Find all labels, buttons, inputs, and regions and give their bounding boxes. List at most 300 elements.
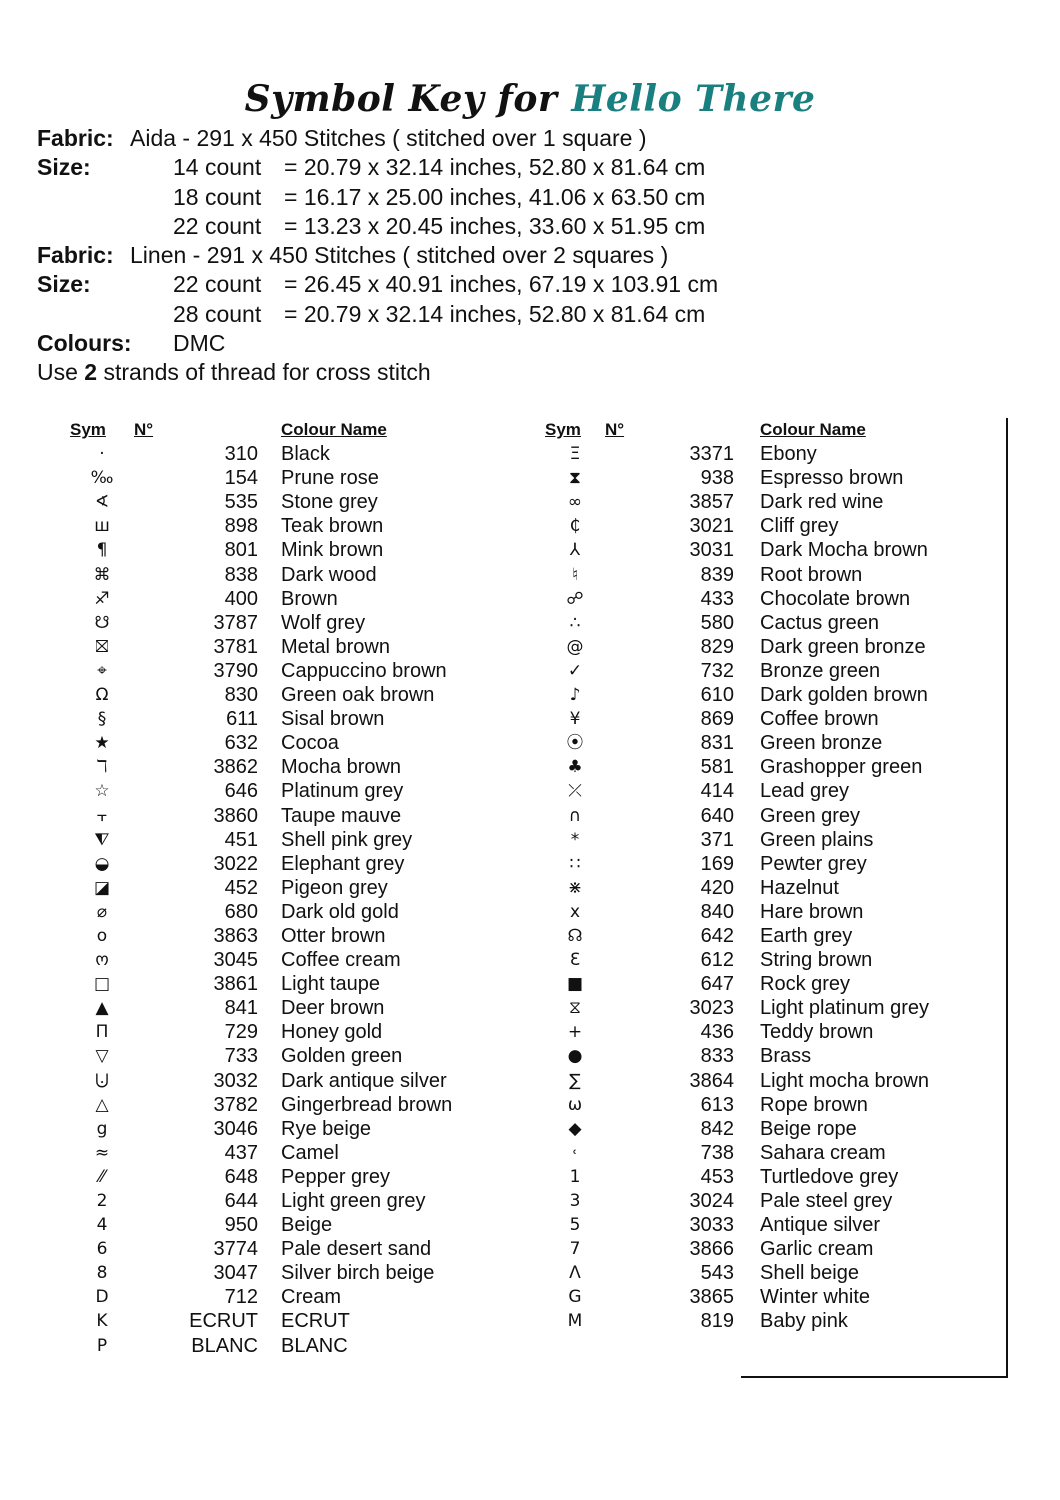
dmc-number: 647: [700, 973, 734, 996]
dmc-number: 841: [224, 997, 258, 1020]
page-title: [0, 78, 1060, 120]
symbol-icon: ■: [566, 974, 584, 995]
colour-name: Dark antique silver: [281, 1069, 447, 1092]
colour-name: Pale desert sand: [281, 1238, 432, 1261]
dmc-number: 612: [700, 949, 734, 972]
table-row: [70, 1189, 481, 1213]
symbol-table-left: [70, 418, 481, 1358]
colour-name: Pale steel grey: [760, 1190, 893, 1212]
colour-name: Light mocha brown: [760, 1069, 929, 1092]
symbol-icon: 2: [96, 1191, 108, 1211]
table-row: [70, 538, 481, 562]
dmc-number: 3032: [213, 1069, 258, 1092]
table-row: [70, 587, 481, 611]
colour-name: Rock grey: [760, 973, 851, 996]
symbol-icon: ⧖: [569, 998, 581, 1019]
dmc-number: 543: [700, 1262, 734, 1285]
table-row: [70, 852, 481, 876]
colour-name: Rye beige: [281, 1117, 372, 1140]
table-row: [545, 1237, 960, 1261]
colour-name: Pewter grey: [760, 852, 867, 875]
dmc-number: 400: [224, 587, 258, 610]
symbol-icon: △: [95, 1094, 109, 1115]
colour-name: Cactus green: [760, 611, 879, 634]
symbol-icon: ∑: [569, 1070, 581, 1091]
table-row: [545, 755, 960, 779]
table-row: [545, 442, 960, 466]
symbol-icon: ◪: [93, 877, 111, 898]
dmc-number: 310: [224, 443, 258, 466]
colour-name: Sisal brown: [281, 708, 385, 731]
symbol-icon: 1: [569, 1166, 581, 1187]
symbol-icon: 7: [569, 1239, 581, 1260]
dmc-number: 830: [224, 684, 258, 707]
dmc-number: 3045: [213, 949, 258, 972]
symbol-icon: Ɛ: [569, 950, 581, 971]
colour-name: Dark red wine: [760, 491, 884, 514]
colour-name: Teddy brown: [760, 1021, 874, 1044]
colour-name: Green oak brown: [281, 684, 435, 707]
table-row: [545, 563, 960, 587]
colour-name: Cream: [281, 1286, 342, 1309]
symbol-icon: ω: [567, 1094, 583, 1115]
dmc-number: 3023: [689, 997, 734, 1020]
colour-name: Black: [281, 443, 330, 466]
symbol-icon: P: [96, 1335, 108, 1356]
table-header: [545, 418, 960, 442]
symbol-icon: ♐: [94, 588, 110, 609]
table-row: [545, 1165, 960, 1189]
dmc-number: 613: [700, 1093, 734, 1116]
dmc-number: 646: [224, 780, 258, 803]
symbol-icon: ◆: [568, 1118, 582, 1139]
dmc-number: 3031: [689, 539, 734, 562]
dmc-number: 648: [224, 1165, 258, 1188]
pattern-name: Hello There: [571, 78, 816, 120]
dmc-number: 535: [224, 491, 258, 514]
colour-name: Deer brown: [281, 997, 385, 1020]
dmc-number: 437: [224, 1141, 258, 1164]
symbol-icon: x: [569, 901, 581, 922]
colour-name: Beige: [281, 1214, 333, 1237]
fabric-label: Fabric:: [37, 242, 114, 269]
dmc-number: 644: [224, 1190, 258, 1212]
symbol-icon: ო: [95, 950, 109, 971]
dmc-number: 3021: [689, 515, 734, 538]
dmc-number: 733: [224, 1045, 258, 1068]
symbol-icon: *: [570, 829, 580, 850]
symbol-icon: ‰: [90, 468, 114, 489]
symbol-icon: 3: [569, 1191, 581, 1211]
dmc-number: 3860: [213, 804, 258, 827]
table-row: [70, 1261, 481, 1285]
symbol-icon: ⁄⁄: [99, 1166, 105, 1187]
dmc-number: 3863: [213, 924, 258, 947]
table-row: [545, 1093, 960, 1117]
colour-name: Chocolate brown: [760, 587, 911, 610]
symbol-table-right: [545, 418, 960, 1334]
colour-name: Dark old gold: [281, 900, 399, 923]
colour-name: Sahara cream: [760, 1141, 886, 1164]
table-header: [70, 418, 481, 442]
colour-name: Green plains: [760, 828, 874, 851]
table-row: [70, 731, 481, 755]
symbol-icon: ∢: [94, 492, 110, 513]
size-count: 18 count: [173, 183, 262, 210]
dmc-number: 420: [700, 876, 734, 899]
table-row: [545, 1069, 960, 1093]
dmc-number: 819: [700, 1310, 734, 1333]
table-row: [70, 1069, 481, 1093]
colour-name: Ebony: [760, 443, 817, 466]
table-row: [70, 1334, 481, 1358]
colour-name: Garlic cream: [760, 1238, 874, 1261]
table-row: [545, 924, 960, 948]
colour-name: Elephant grey: [281, 852, 405, 875]
colour-name: Metal brown: [281, 635, 390, 658]
dmc-number: 3047: [213, 1262, 258, 1285]
dmc-number: 632: [224, 732, 258, 755]
table-row: [70, 635, 481, 659]
table-row: [545, 1309, 960, 1333]
symbol-icon: ℸ: [96, 757, 108, 778]
colour-name: Light green grey: [281, 1190, 426, 1212]
symbol-icon: ⦿: [566, 733, 584, 754]
dmc-number: 712: [224, 1286, 258, 1309]
size-count: 14 count: [173, 154, 262, 181]
colour-name: Gingerbread brown: [281, 1093, 453, 1116]
size-dims: = 16.17 x 25.00 inches, 41.06 x 63.50 cm: [284, 183, 706, 210]
symbol-icon: ∴: [569, 612, 581, 633]
table-row: [545, 1261, 960, 1285]
fabric-label: Fabric:: [37, 125, 114, 151]
size-count: 22 count: [173, 212, 262, 239]
symbol-icon: □: [93, 974, 111, 995]
symbol-icon: 5: [569, 1215, 581, 1236]
dmc-number: 611: [226, 708, 258, 731]
colour-name: Cliff grey: [760, 515, 839, 538]
colours-label: Colours:: [37, 330, 132, 357]
colour-name: Taupe mauve: [281, 804, 402, 827]
table-row: [545, 972, 960, 996]
table-row: [70, 1309, 481, 1333]
colour-name: Turtledove grey: [760, 1165, 899, 1188]
table-row: [545, 731, 960, 755]
symbol-icon: ·: [99, 444, 105, 465]
colour-name: Hazelnut: [760, 876, 839, 899]
colour-name: Silver birch beige: [281, 1262, 435, 1285]
title-prefix: Symbol Key for: [244, 78, 558, 120]
table-row: [70, 1165, 481, 1189]
table-row: [545, 1213, 960, 1237]
table-row: [545, 900, 960, 924]
header-colour-name: Colour Name: [281, 420, 387, 439]
colour-name: Light platinum grey: [760, 997, 929, 1020]
colour-name: Green grey: [760, 804, 861, 827]
symbol-icon: D: [95, 1287, 109, 1308]
dmc-number: 371: [700, 828, 734, 851]
size-count: 28 count: [173, 300, 262, 327]
dmc-number: 831: [700, 732, 734, 755]
symbol-icon: ▽: [95, 1046, 109, 1067]
symbol-icon: ¥: [569, 709, 581, 730]
table-row: [70, 948, 481, 972]
dmc-number: 3865: [689, 1286, 734, 1309]
colour-name: Shell beige: [760, 1262, 859, 1285]
table-row: [545, 587, 960, 611]
table-row: [70, 683, 481, 707]
dmc-number: 154: [224, 467, 258, 490]
size-label: Size:: [37, 271, 91, 298]
fabric-aida-row: [37, 124, 647, 153]
fabric-linen-value: Linen - 291 x 450 Stitches ( stitched over 2 squares ): [130, 242, 669, 269]
symbol-icon: ⤫: [568, 781, 582, 802]
table-row: [545, 683, 960, 707]
dmc-number: 840: [700, 900, 734, 923]
dmc-number: 938: [700, 467, 734, 490]
symbol-icon: @: [566, 636, 584, 657]
dmc-number: 3046: [213, 1117, 258, 1140]
size-dims: = 26.45 x 40.91 inches, 67.19 x 103.91 cm: [284, 271, 719, 298]
colour-name: Mink brown: [281, 539, 384, 562]
symbol-icon: ◒: [94, 853, 110, 874]
dmc-number: 3790: [213, 659, 258, 682]
colour-name: Coffee brown: [760, 708, 879, 731]
symbol-icon: ⧗: [569, 468, 581, 489]
table-row: [545, 1189, 960, 1213]
size-row: [37, 183, 706, 212]
symbol-icon: ⌘: [93, 564, 111, 585]
symbol-icon: 4: [96, 1215, 108, 1236]
dmc-number: 452: [224, 876, 258, 899]
table-row: [545, 490, 960, 514]
dmc-number: 3864: [689, 1069, 734, 1092]
symbol-icon: ⫟: [96, 805, 108, 826]
strands-count: 2: [84, 359, 98, 386]
fabric-linen-row: [37, 241, 669, 270]
colour-name: Stone grey: [281, 491, 378, 514]
colour-name: Light taupe: [281, 973, 380, 996]
table-row: [70, 1020, 481, 1044]
colour-name: Otter brown: [281, 924, 386, 947]
table-row: [70, 1237, 481, 1261]
symbol-icon: ¶: [96, 540, 108, 561]
dmc-number: 842: [700, 1117, 734, 1140]
strands-suffix: strands of thread for cross stitch: [97, 359, 431, 386]
colour-name: Coffee cream: [281, 949, 401, 972]
symbol-icon: Π: [95, 1022, 109, 1043]
symbol-icon: ⅄: [569, 540, 581, 561]
table-row: [70, 1141, 481, 1165]
colour-name: Honey gold: [281, 1021, 383, 1044]
dmc-number: 580: [700, 611, 734, 634]
symbol-icon: ⧨: [94, 829, 110, 850]
symbol-icon: g: [96, 1118, 108, 1139]
table-row: [70, 563, 481, 587]
symbol-icon: ☋: [94, 612, 110, 633]
colour-name: Beige rope: [760, 1117, 857, 1140]
dmc-number: BLANC: [191, 1334, 258, 1357]
dmc-number: 581: [700, 756, 734, 779]
symbol-icon: ♮: [571, 564, 579, 585]
header-number: N°: [134, 420, 154, 439]
size-row: [37, 300, 706, 329]
symbol-icon: ☆: [94, 781, 110, 802]
table-row: [70, 779, 481, 803]
right-border-line: [1006, 418, 1008, 1378]
colour-name: Shell pink grey: [281, 828, 413, 851]
table-row: [70, 804, 481, 828]
symbol-icon: Λ: [569, 1263, 581, 1284]
colour-name: Golden green: [281, 1045, 403, 1068]
colours-row: [37, 329, 431, 358]
size-label: Size:: [37, 154, 91, 181]
dmc-number: 3862: [213, 756, 258, 779]
colour-name: Brown: [281, 587, 338, 610]
dmc-number: 839: [700, 563, 734, 586]
dmc-number: 3774: [213, 1238, 258, 1261]
colour-name: Cappuccino brown: [281, 659, 447, 682]
dmc-number: 950: [224, 1214, 258, 1237]
header-sym: Sym: [545, 420, 581, 439]
colour-name: Earth grey: [760, 924, 853, 947]
colour-name: Prune rose: [281, 467, 379, 490]
table-row: [70, 996, 481, 1020]
symbol-icon: ∞: [567, 492, 583, 513]
table-row: [70, 514, 481, 538]
symbol-icon: §: [97, 709, 107, 730]
symbol-icon: ♣: [567, 757, 583, 778]
symbol-icon: ₵: [569, 516, 581, 537]
table-row: [70, 1044, 481, 1068]
colours-value: DMC: [173, 330, 226, 357]
bottom-border-line: [741, 1376, 1008, 1378]
table-row: [545, 514, 960, 538]
symbol-icon: ★: [94, 733, 110, 754]
dmc-number: ECRUT: [189, 1310, 258, 1333]
colour-name: Antique silver: [760, 1214, 881, 1237]
table-row: [545, 707, 960, 731]
dmc-number: 729: [224, 1021, 258, 1044]
dmc-number: 414: [700, 780, 734, 803]
header-colour-name: Colour Name: [760, 420, 866, 439]
dmc-number: 3033: [689, 1214, 734, 1237]
dmc-number: 3866: [689, 1238, 734, 1261]
table-row: [545, 1020, 960, 1044]
table-row: [70, 755, 481, 779]
dmc-number: 732: [700, 659, 734, 682]
symbol-icon: ˓: [572, 1142, 578, 1163]
symbol-icon: ●: [567, 1046, 583, 1067]
dmc-number: 640: [700, 804, 734, 827]
dmc-number: 801: [224, 539, 258, 562]
symbol-icon: ш: [94, 516, 110, 537]
colour-name: Dark Mocha brown: [760, 539, 928, 562]
colour-name: String brown: [760, 949, 873, 972]
header-sym: Sym: [70, 420, 106, 439]
table-row: [70, 828, 481, 852]
table-row: [545, 1117, 960, 1141]
dmc-number: 169: [700, 852, 734, 875]
fabric-aida-value: Aida - 291 x 450 Stitches ( stitched over 1 square ): [130, 125, 647, 151]
dmc-number: 833: [700, 1045, 734, 1068]
table-row: [545, 996, 960, 1020]
symbol-icon: 8: [96, 1263, 108, 1284]
colour-name: Green bronze: [760, 732, 883, 755]
colour-name: Winter white: [760, 1286, 871, 1309]
dmc-number: 829: [700, 635, 734, 658]
symbol-icon: ⛝: [95, 636, 109, 657]
colour-name: Wolf grey: [281, 611, 366, 634]
colour-name: Hare brown: [760, 900, 864, 923]
symbol-icon: ≈: [94, 1142, 110, 1163]
symbol-icon: +: [567, 1022, 583, 1043]
colour-name: ECRUT: [281, 1310, 350, 1333]
dmc-number: 838: [224, 563, 258, 586]
dmc-number: 453: [700, 1165, 734, 1188]
table-row: [70, 659, 481, 683]
table-row: [70, 442, 481, 466]
dmc-number: 738: [700, 1141, 734, 1164]
table-row: [70, 900, 481, 924]
colour-name: Root brown: [760, 563, 863, 586]
dmc-number: 3371: [689, 443, 734, 466]
table-row: [545, 804, 960, 828]
size-row: [37, 270, 719, 299]
size-dims: = 13.23 x 20.45 inches, 33.60 x 51.95 cm: [284, 212, 706, 239]
symbol-icon: ♪: [569, 685, 581, 706]
fabric-info: [37, 124, 719, 388]
symbol-icon: ⨃: [95, 1070, 109, 1091]
dmc-number: 610: [700, 684, 734, 707]
colour-name: Dark green bronze: [760, 635, 926, 658]
size-dims: = 20.79 x 32.14 inches, 52.80 x 81.64 cm: [284, 300, 706, 327]
symbol-icon: M: [567, 1311, 583, 1332]
table-row: [545, 948, 960, 972]
colour-name: Mocha brown: [281, 756, 402, 779]
colour-name: Dark wood: [281, 563, 377, 586]
dmc-number: 3781: [213, 635, 258, 658]
table-row: [70, 924, 481, 948]
dmc-number: 3022: [213, 852, 258, 875]
size-dims: = 20.79 x 32.14 inches, 52.80 x 81.64 cm: [284, 154, 706, 181]
colour-name: Cocoa: [281, 732, 339, 755]
symbol-icon: ▲: [95, 998, 109, 1019]
table-row: [70, 1213, 481, 1237]
colour-name: Camel: [281, 1141, 339, 1164]
dmc-number: 642: [700, 924, 734, 947]
colour-name: Pigeon grey: [281, 876, 388, 899]
colour-name: Baby pink: [760, 1310, 848, 1333]
table-row: [70, 490, 481, 514]
symbol-icon: ∷: [569, 853, 581, 874]
colour-name: Bronze green: [760, 659, 881, 682]
table-row: [545, 828, 960, 852]
strands-row: [37, 358, 431, 387]
dmc-number: 898: [224, 515, 258, 538]
header-number: N°: [605, 420, 625, 439]
table-row: [70, 1285, 481, 1309]
dmc-number: 3857: [689, 491, 734, 514]
symbol-icon: Ξ: [569, 444, 581, 465]
table-row: [545, 876, 960, 900]
symbol-icon: ✓: [567, 660, 583, 681]
symbol-icon: K: [96, 1311, 108, 1332]
colour-name: Rope brown: [760, 1093, 868, 1116]
dmc-number: 433: [700, 587, 734, 610]
table-row: [545, 1044, 960, 1068]
symbol-icon: G: [568, 1287, 582, 1308]
